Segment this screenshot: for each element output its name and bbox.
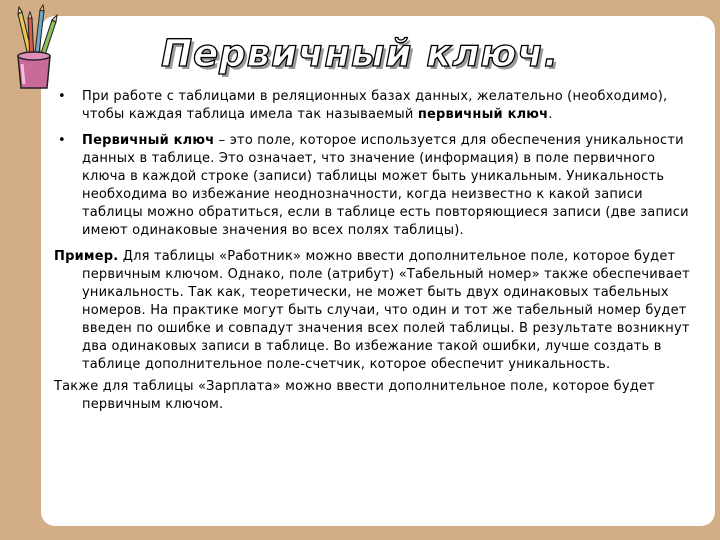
slide-body — [54, 88, 694, 414]
bullet-icon: • — [58, 133, 66, 148]
pencil-cup-icon — [4, 4, 64, 94]
bullet-item — [54, 132, 694, 240]
example-label: Пример. — [54, 249, 119, 264]
bullet-text-end: . — [548, 107, 553, 122]
closing-paragraph: Также для таблицы «Зарплата» можно ввести дополнительное поле, которое будет первичным ключом. — [54, 379, 655, 412]
example-paragraph — [54, 248, 694, 374]
bullet-text: – это поле, которое используется для обеспечения уникальности данных в таблице. Это означает, что значение (информация) в поле первичного ключа в каждой строке (записи) таблицы может быть уникальным. Уникальность необходима во избежание неоднозначности, когда неизвестно к какой записи таблицы можно обратиться, если в таблице есть повторяющиеся записи (две записи имеют одинаковые значения во всех полях таблицы). — [82, 133, 689, 238]
bullet-icon: • — [58, 89, 66, 104]
example-text: Для таблицы «Работник» можно ввести дополнительное поле, которое будет первичным ключом. Однако, поле (атрибут) «Табельный номер» также обеспечивает уникальность. Так как, теоретически, не может быть двух одинаковых табельных номеров. На практике могут быть случаи, что один и тот же табельный номер будет введен по ошибке и совпадут значения всех полей таблицы. В результате возникнут два одинаковых записи в таблице. Во избежание такой ошибки, лучше создать в таблице дополнительное поле-счетчик, которое обеспечит уникальность. — [82, 249, 690, 372]
bullet-bold-term: первичный ключ — [417, 107, 549, 122]
slide-title: Первичный ключ. — [161, 32, 559, 75]
bullet-item — [54, 88, 694, 124]
bullet-text: При работе с таблицами в реляционных базах данных, желательно (необходимо), чтобы каждая таблица имела так называемый — [82, 89, 668, 122]
bullet-bold-term: Первичный ключ — [82, 133, 215, 148]
